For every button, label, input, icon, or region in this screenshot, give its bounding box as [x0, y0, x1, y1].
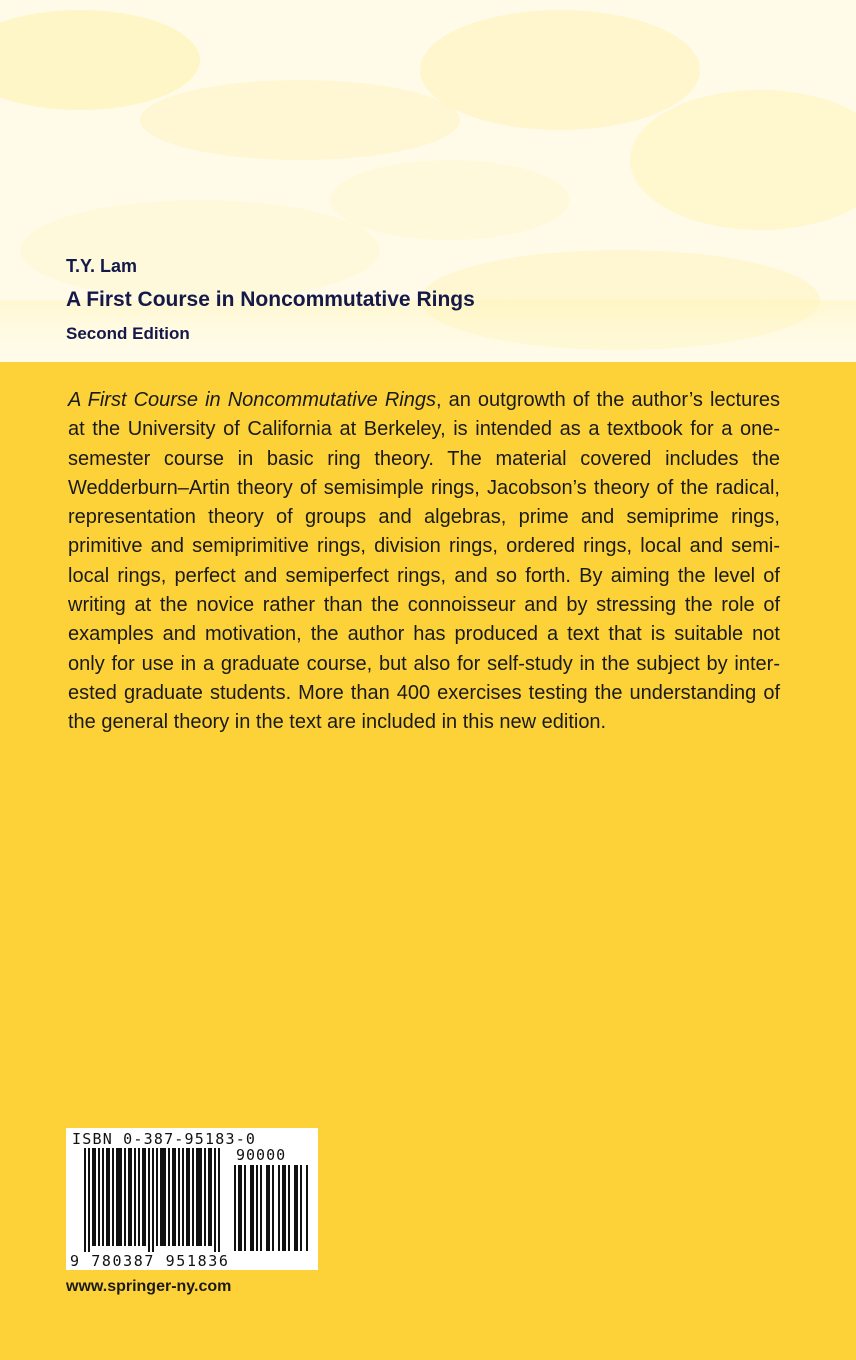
blurb-body: , an outgrowth of the author’s lectures at the University of California at Berkeley, is intended as a textbook for a one-semester course in basic ring theory. The material covered includes the Wedderburn–Artin theory of semisimple rings, Jacobson’s theory of the radical, representation theory of groups and algebras, prime and semiprime rings, primitive and semiprimitive rings, division rings, ordered rings, local and semi-local rings, perfect and semiperfect rings, and so forth. By aiming the level of writing at the novice rather than the connoisseur and by stressing the role of examples and motivation, the author has produced a text that is suitable not only for use in a graduate course, but also for self-study in the subject by inter-ested graduate students. More than 400 exercises testing the understanding of the general theory in the text are included in this new edition. — [68, 389, 780, 734]
edition-label: Second Edition — [66, 324, 190, 343]
addon-bars — [234, 1165, 312, 1251]
ean-bars — [84, 1148, 226, 1252]
blurb-title: A First Course in Noncommutative Rings — [68, 389, 436, 411]
book-title: A First Course in Noncommutative Rings — [66, 288, 475, 311]
isbn-number: ISBN 0-387-95183-0 — [72, 1130, 257, 1148]
publisher-url: www.springer-ny.com — [66, 1278, 232, 1295]
ean-number: 9 780387 951836 — [70, 1252, 230, 1270]
cover-top-band — [0, 0, 856, 362]
price-addon: 90000 — [236, 1146, 287, 1164]
blurb-paragraph — [68, 386, 780, 738]
author-name: T.Y. Lam — [66, 256, 138, 276]
isbn-barcode — [66, 1128, 318, 1270]
